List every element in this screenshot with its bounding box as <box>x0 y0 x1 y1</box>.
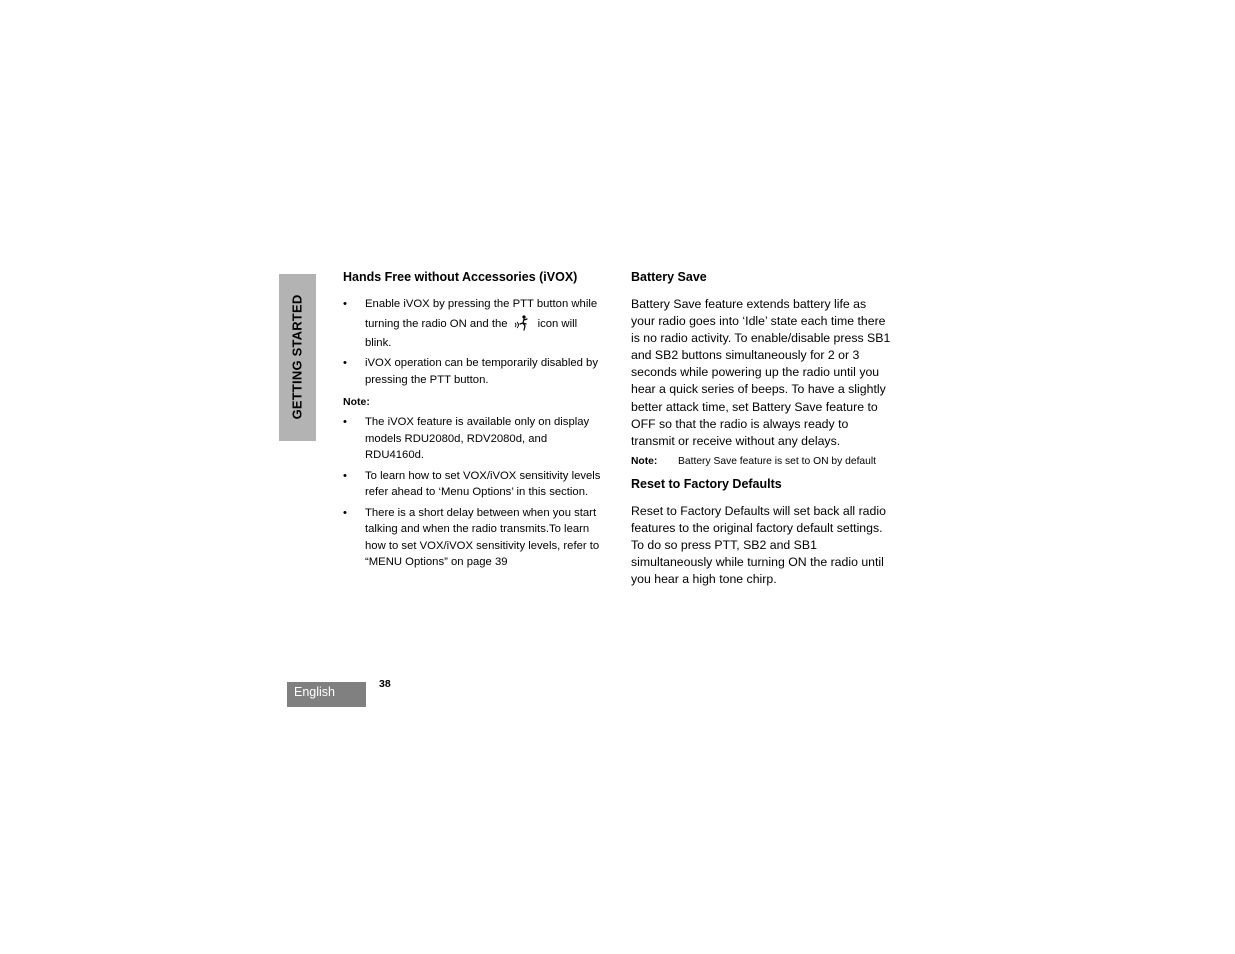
list-item <box>343 414 605 464</box>
list-item <box>343 355 605 388</box>
bullet-glyph: • <box>343 357 347 369</box>
bullet-glyph: • <box>343 416 347 428</box>
battery-save-heading: Battery Save <box>631 270 707 284</box>
reset-defaults-heading: Reset to Factory Defaults <box>631 476 782 491</box>
bullet-glyph: • <box>343 506 347 519</box>
battery-save-note <box>631 455 893 469</box>
bullet-text: iVOX operation can be temporarily disabled by pressing the PTT button. <box>365 357 598 386</box>
bullet-glyph: • <box>343 298 347 310</box>
list-item <box>343 296 605 351</box>
bullet-line: Enable iVOX by pressing the PTT button while <box>365 298 598 310</box>
left-column <box>343 269 605 575</box>
language-tab <box>287 682 366 707</box>
language-label: English <box>294 685 335 699</box>
bullet-line <box>365 318 577 330</box>
right-column <box>631 269 893 588</box>
list-item <box>343 505 605 571</box>
bullet-glyph: • <box>343 469 347 482</box>
bullet-text: icon will <box>537 317 578 330</box>
ivox-icon <box>513 314 531 332</box>
note-label: Note: <box>343 396 370 408</box>
section-title: GETTING STARTED <box>289 294 305 420</box>
bullet-line: blink. <box>365 336 392 349</box>
note-text: There is a short delay between when you start talking and when the radio transmits.To learn how to set VOX/iVOX sensitivity levels, refer to “MENU Options” on page 39 <box>365 506 600 568</box>
page-number: 38 <box>379 678 391 690</box>
note-text: Battery Save feature is set to ON by default <box>678 455 877 467</box>
bullet-text: turning the radio ON and the <box>365 317 508 330</box>
note-bullet-list <box>343 414 605 571</box>
battery-save-text: Battery Save feature extends battery life as your radio goes into ‘Idle’ state each time there is no radio activity. To enable/disable press SB1 and SB2 buttons simultaneously for 2 or 3 seconds while powering up the radio until you hear a quick series of beeps. To have a slightly better attack time, set Battery Save feature to OFF so that the radio is always ready to transmit or receive without any delays. <box>631 297 891 448</box>
ivox-bullet-list <box>343 296 605 388</box>
reset-defaults-text: Reset to Factory Defaults will set back all radio features to the original factory default settings. To do so press PTT, SB2 and SB1 simultaneously while turning ON the radio until you hear a high tone chirp. <box>631 503 886 587</box>
section-side-tab <box>279 274 316 441</box>
note-text: The iVOX feature is available only on display models RDU2080d, RDV2080d, and RDU4160d. <box>365 416 590 461</box>
note-text: To learn how to set VOX/iVOX sensitivity levels refer ahead to ‘Menu Options’ in this section. <box>365 469 601 498</box>
note-label: Note: <box>631 455 658 467</box>
list-item <box>343 468 605 501</box>
ivox-heading: Hands Free without Accessories (iVOX) <box>343 270 578 284</box>
